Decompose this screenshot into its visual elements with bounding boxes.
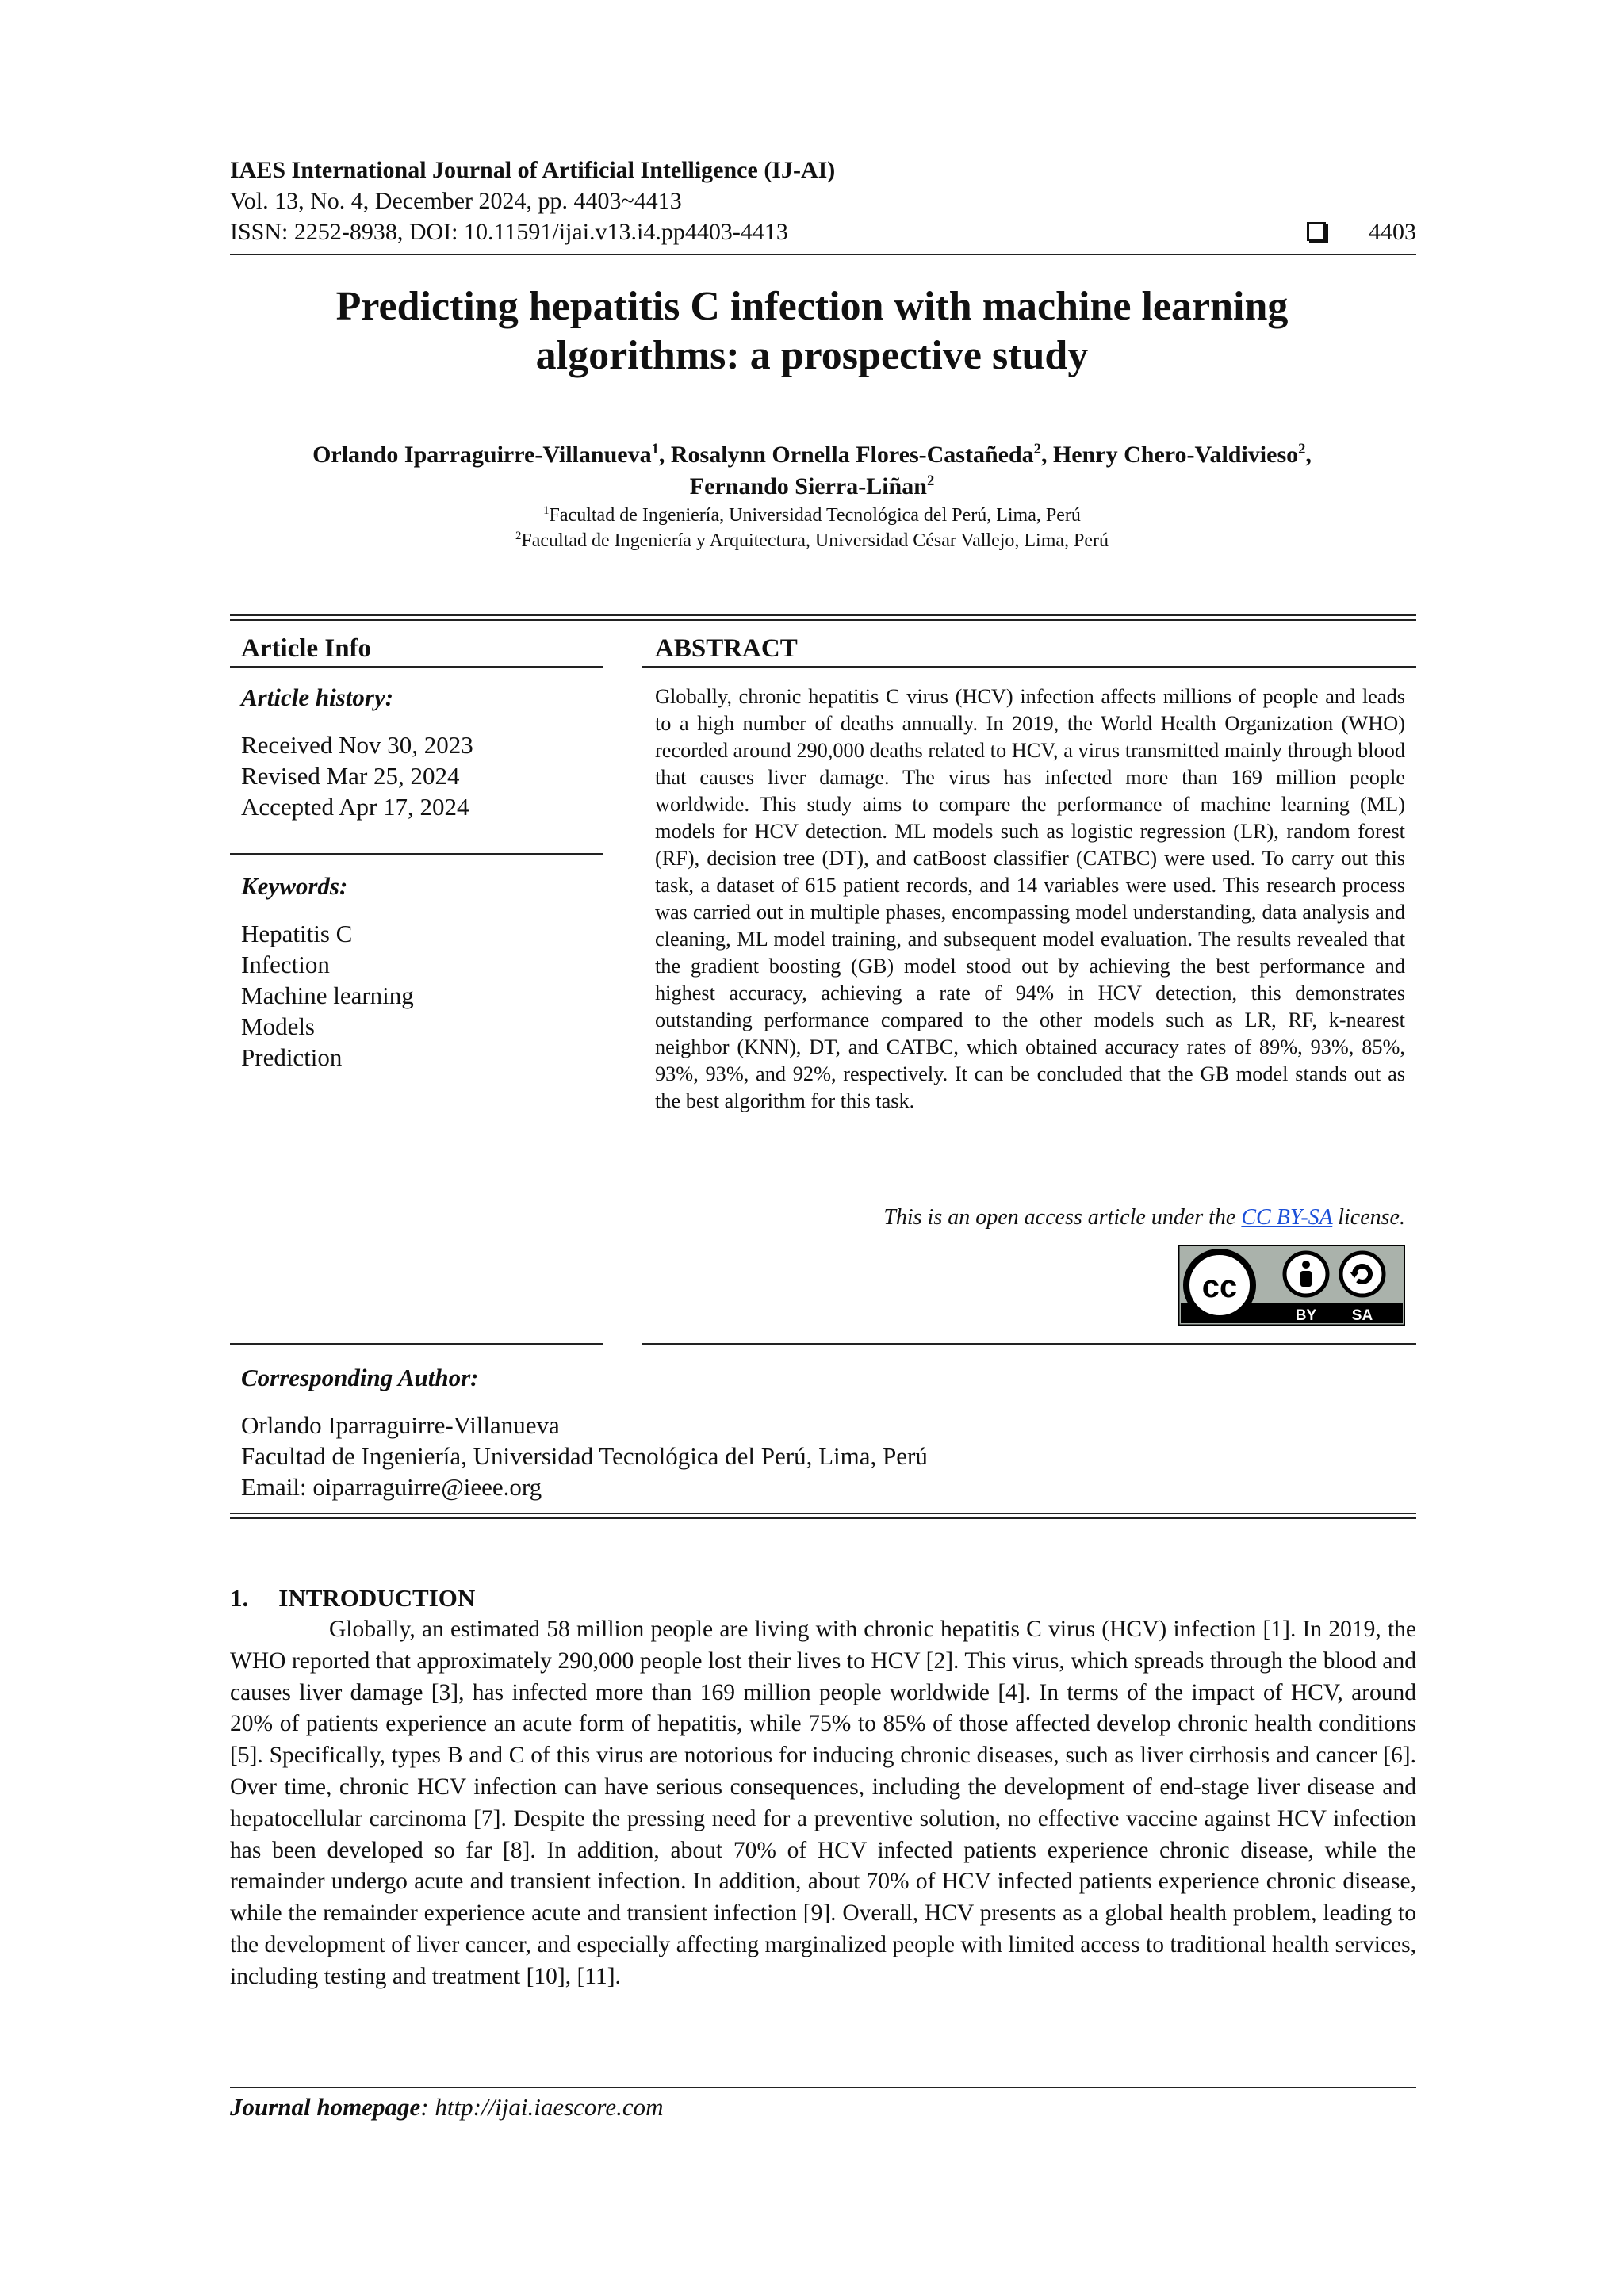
header-rule [230,254,1416,255]
author-list [119,439,1505,471]
keywords-label: Keywords: [241,872,348,900]
received-date: Received Nov 30, 2023 [241,731,473,759]
journal-homepage [230,2093,664,2122]
article-info-bottom-rule [230,1343,603,1345]
page-number: 4403 [1369,219,1416,245]
abstract-text: Globally, chronic hepatitis C virus (HCV) infection affects millions of people and leads to a high number of deaths annually. In 2019, the World Health Organization (WHO) recorded around 290,000 deaths related to HCV, a virus transmitted mainly through blood that causes liver damage. The virus has infected more than 169 million people worldwide. This study aims to compare the performance of machine learning (ML) models for HCV detection. ML models such as logistic regression (LR), random forest (RF), decision tree (DT), and catBoost classifier (CATBC) were used. To carry out this task, a dataset of 615 patient records, and 14 variables were used. This research process was carried out in multiple phases, encompassing model understanding, data analysis and cleaning, ML model training, and subsequent model evaluation. The results revealed that the gradient boosting (GB) model stood out by achieving the best performance and highest accuracy, achieving a rate of 94% in HCV detection, this demonstrates outstanding performance compared to the other models such as LR, RF, k-nearest neighbor (KNN), DT, and CATBC, which obtained accuracy rates of 89%, 93%, 85%, 93%, 93%, and 92%, respectively. It can be concluded that the GB model stands out as the best algorithm for this task. [655,685,1405,1112]
infobox-top-rule [230,614,1416,616]
abstract-heading: ABSTRACT [655,634,798,663]
keyword-item: Hepatitis C [241,920,353,947]
paper-title-line2: algorithms: a prospective study [535,333,1089,378]
license-line [655,1203,1405,1232]
cc-by-sa-link[interactable]: CC BY-SA [1241,1205,1333,1230]
keyword-item: Infection [241,951,330,978]
sa-label: SA [1351,1307,1373,1324]
license-text: license. [1332,1205,1405,1230]
infobox-bottom-rule-2 [230,1517,1416,1519]
author-name: Orlando Iparraguirre-Villanueva [312,442,652,468]
homepage-label: Journal homepage [230,2093,421,2121]
author-separator: , [1305,442,1312,468]
journal-issn: ISSN: 2252-8938, DOI: 10.11591/ijai.v13.i4.pp4403-4413 [230,219,788,245]
corresponding-author-label: Corresponding Author: [241,1364,479,1391]
affil-mark: 2 [515,530,522,542]
cc-by-sa-badge-graphic [1178,1245,1405,1326]
section-title: INTRODUCTION [278,1584,476,1612]
by-label: BY [1295,1307,1317,1324]
affil-text: Facultad de Ingeniería, Universidad Tecnológica del Perú, Lima, Perú [549,505,1081,526]
corresponding-author-email: Email: oiparraguirre@ieee.org [241,1473,542,1501]
infobox-top-rule-2 [230,619,1416,621]
affil-mark: 1 [543,504,550,517]
homepage-url[interactable]: http://ijai.iaescore.com [435,2093,664,2121]
revised-date: Revised Mar 25, 2024 [241,762,460,790]
affiliation-2 [119,528,1505,553]
author-affil-mark: 1 [651,441,659,457]
article-info-heading: Article Info [241,634,372,663]
intro-heading [230,1584,475,1613]
accepted-date: Accepted Apr 17, 2024 [241,793,469,821]
affiliation-1 [119,503,1505,528]
infobox-bottom-rule [230,1513,1416,1514]
author-name: , Rosalynn Ornella Flores-Castañeda [658,442,1034,468]
article-info-rule [230,666,603,668]
paper-title-line1: Predicting hepatitis C infection with machine learning [335,284,1289,329]
license-text: This is an open access article under the [883,1205,1242,1230]
corresponding-author-affiliation: Facultad de Ingeniería, Universidad Tecnológica del Perú, Lima, Perú [241,1442,928,1470]
keyword-item: Models [241,1012,315,1040]
author-affil-mark: 2 [926,473,935,489]
journal-volume: Vol. 13, No. 4, December 2024, pp. 4403~4413 [230,188,682,214]
square-bullet-icon [1307,222,1326,241]
author-name: , Henry Chero-Valdivieso [1040,442,1299,468]
keyword-item: Prediction [241,1043,343,1071]
author-name: Fernando Sierra-Liñan [689,473,927,499]
cc-label: cc [1201,1269,1238,1304]
author-affil-mark: 2 [1033,441,1041,457]
footer-rule [230,2087,1416,2088]
author-list-line2 [119,471,1505,503]
cc-by-sa-badge[interactable] [1178,1245,1405,1326]
keyword-item: Machine learning [241,982,414,1009]
keywords-rule [230,853,603,855]
sa-share-icon [1341,1253,1384,1295]
homepage-colon: : [420,2093,435,2121]
journal-name: IAES International Journal of Artificial Intelligence (IJ-AI) [230,157,836,183]
article-history-label: Article history: [241,683,394,711]
section-number: 1. [230,1584,249,1612]
author-affil-mark: 2 [1298,441,1306,457]
intro-paragraph: Globally, an estimated 58 million people are living with chronic hepatitis C virus (HCV) infection [1]. In 2019, the WHO reported that approximately 290,000 people lost their lives to HCV [2]. This virus, which spreads through the blood and causes liver damage [3], has infected more than 169 million people worldwide [4]. In terms of the impact of HCV, around 20% of patients experience an acute form of hepatitis, while 75% to 85% of those affected develop chronic health conditions [5]. Specifically, types B and C of this virus are notorious for inducing chronic diseases, such as liver cirrhosis and cancer [6]. Over time, chronic HCV infection can have serious consequences, including the development of end-stage liver disease and hepatocellular carcinoma [7]. Despite the pressing need for a preventive solution, no effective vaccine against HCV infection has been developed so far [8]. In addition, about 70% of HCV infected patients experience chronic disease, while the remainder undergo acute and transient infection. In addition, about 70% of HCV infected patients experience chronic disease, while the remainder experience acute and transient infection [9]. Overall, HCV presents as a global health problem, leading to the development of liver cancer, and especially affecting marginalized people with limited access to traditional health services, including testing and treatment [10], [11]. [230,1617,1416,1989]
affil-text: Facultad de Ingeniería y Arquitectura, Universidad César Vallejo, Lima, Perú [521,530,1109,551]
abstract-bottom-rule [642,1343,1416,1345]
corresponding-author-name: Orlando Iparraguirre-Villanueva [241,1411,560,1439]
abstract-rule [642,666,1416,668]
